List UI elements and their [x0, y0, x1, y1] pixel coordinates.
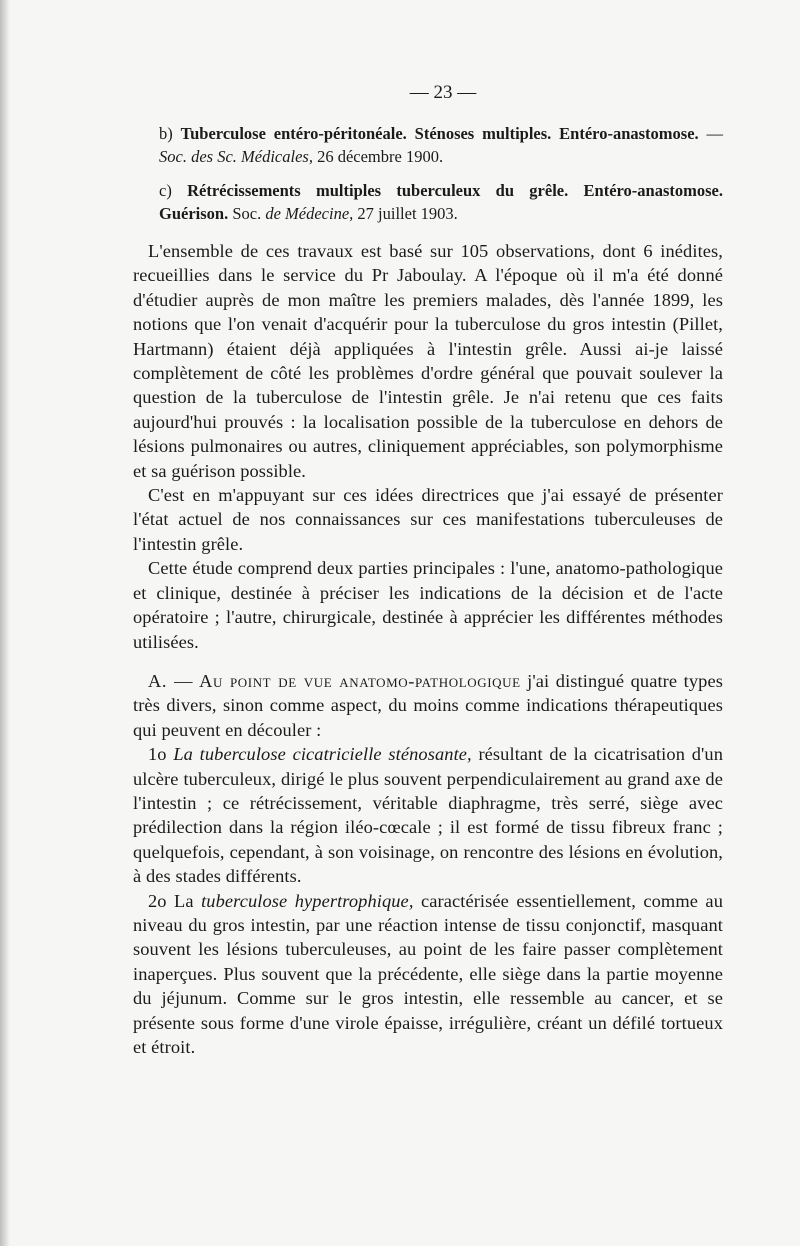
- type-1-name: La tuberculose cicatricielle sténosante,: [173, 744, 472, 765]
- page-edge-shadow: [0, 0, 10, 1246]
- reference-c-title: Rétrécissements multiples tuberculeux du grêle. Entéro-anastomose. Guérison.: [159, 181, 723, 223]
- reference-b-title: Tuberculose entéro-péritonéale. Sténoses multiples. Entéro-anastomose.: [180, 124, 699, 143]
- paragraph-ensemble: L'ensemble de ces travaux est basé sur 105 observations, dont 6 inédites, recueillies dans le service du Pr Jaboulay. A l'époque où il m'a été donné d'étudier auprès de mon maître les premiers malades, dès l'année 1899, les notions que l'on venait d'acquérir pour la tuberculose du gros intestin (Pillet, Hartmann) étaient déjà appliquées à l'intestin grêle. Aussi ai-je laissé complètement de côté les problèmes d'ordre général que pouvait soulever la question de la tuberculose de l'intestin grêle. Je n'ai retenu que ces faits aujourd'hui prouvés : la localisation possible de la tuberculose en dehors de lésions pulmonaires ou autres, cliniquement appréciables, son polymorphisme et sa guérison possible.: [133, 241, 723, 481]
- text-block: [133, 82, 723, 1059]
- paragraph-section-a: [133, 669, 723, 742]
- type-1-text: résultant de la cicatrisation d'un ulcère tuberculeux, dirigé le plus souvent perpendiculairement au grand axe de l'intestin ; ce rétrécissement, véritable diaphragme, très serré, siège avec prédilection dans la région iléo-cœcale ; il est formé de tissu fibreux franc ; quelquefois, cependant, à son voisinage, on rencontre des lésions en évolution, à des stades différents.: [133, 744, 723, 887]
- reference-b-date: 26 décembre 1900.: [312, 147, 444, 166]
- reference-c-journal: de Médecine,: [265, 204, 354, 223]
- reference-c-label: c): [159, 181, 172, 200]
- reference-b-journal: Soc. des Sc. Médicales,: [159, 147, 313, 166]
- page-number: — 23 —: [409, 82, 477, 103]
- paragraph-type-1: [133, 742, 723, 888]
- section-a-heading: A. — Au point de vue anatomo-pathologique: [148, 670, 521, 691]
- type-2-name: tuberculose hypertrophique,: [201, 890, 414, 911]
- type-2-text: caractérisée essentiellement, comme au niveau du gros intestin, par une réaction intense de tissu conjonctif, masquant souvent les lésions tuberculeuses, au point de les faire passer complètement inaperçues. Plus souvent que la précédente, elle siège dans la partie moyenne du jéjunum. Comme sur le gros intestin, elle ressemble au cancer, et se présente sous forme d'une virole épaisse, irrégulière, créant un défilé tortueux et étroit.: [133, 890, 723, 1057]
- section-a-text: j'ai distingué quatre types très divers, sinon comme aspect, du moins comme indications thérapeutiques qui peuvent en découler :: [133, 670, 723, 740]
- type-2-number: 2o: [148, 890, 175, 911]
- reference-c: [133, 179, 723, 225]
- reference-b-label: b): [159, 124, 173, 143]
- paragraph-etude: Cette étude comprend deux parties principales : l'une, anatomo-pathologique et clinique, destinée à préciser les indications de la décision et de l'acte opératoire ; l'autre, chirurgicale, destinée à apprécier les différentes méthodes utilisées.: [133, 558, 723, 652]
- reference-c-journal-plain: Soc.: [228, 204, 266, 223]
- paragraph-type-2: [133, 889, 723, 1060]
- type-2-article: La: [174, 890, 202, 911]
- reference-b-dash: —: [698, 124, 724, 143]
- reference-c-date: 27 juillet 1903.: [353, 204, 458, 223]
- paragraph-idees-directrices: C'est en m'appuyant sur ces idées directrices que j'ai essayé de présenter l'état actuel de nos connaissances sur ces manifestations tuberculeuses de l'intestin grêle.: [133, 485, 723, 554]
- type-1-number: 1o: [148, 744, 174, 765]
- reference-b: [133, 122, 723, 168]
